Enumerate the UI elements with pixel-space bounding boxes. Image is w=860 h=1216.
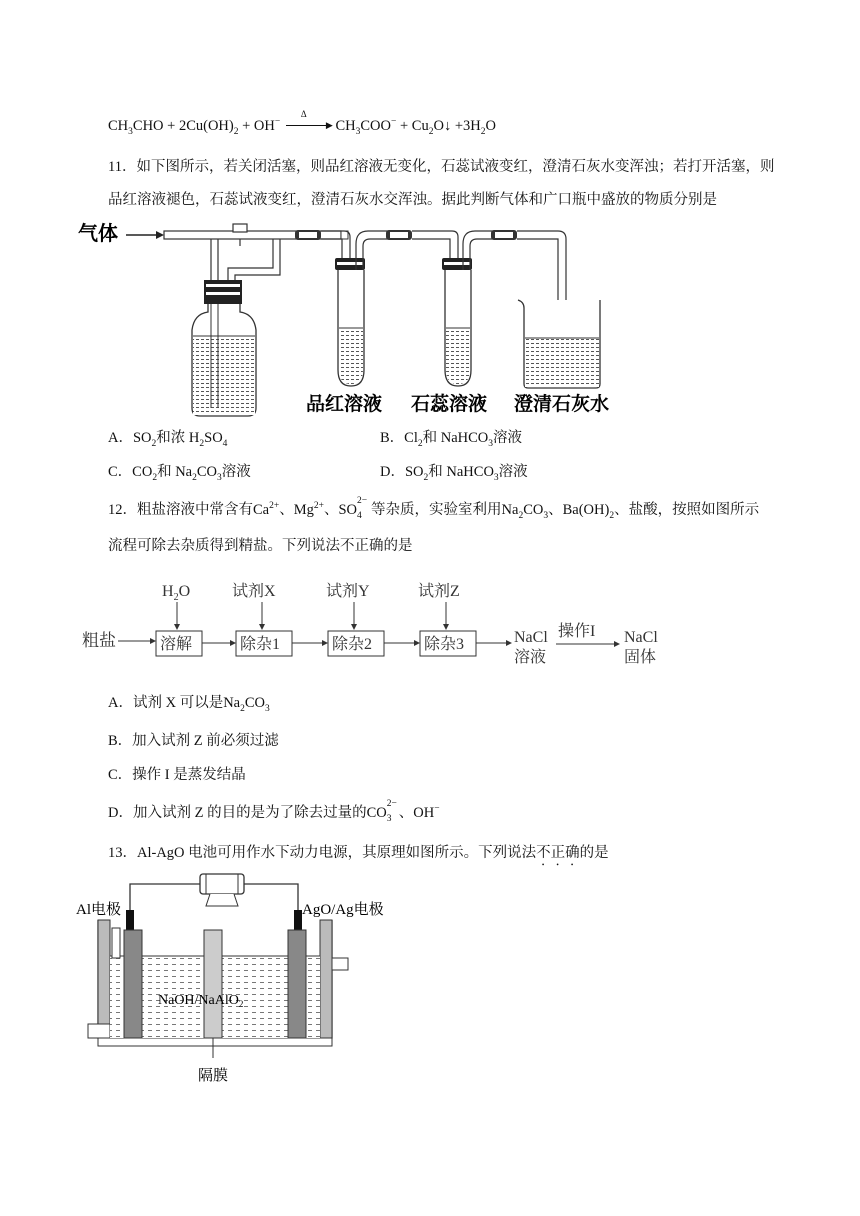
beaker-limewater [518,300,600,388]
q11-apparatus-figure [76,218,636,418]
q11-text-line2: 品红溶液褪色，石蕊试液变红，澄清石灰水交浑浊。据此判断气体和广口瓶中盛放的物质分别是 [108,192,717,208]
svg-text:溶解: 溶解 [160,636,193,653]
q11-text-line1: 11．如下图所示，若关闭活塞，则品红溶液无变化，石蕊试液变红，澄清石灰水变浑浊；若打开活塞，则 [108,159,775,175]
stopcock [233,224,247,232]
membrane-label: 隔膜 [198,1068,229,1084]
q13-text: 13．Al-AgO 电池可用作水下动力电源，其原理如图所示。下列说法不正确的是 [108,845,609,861]
label-pinhong: 品红溶液 [306,393,383,415]
test-tube-pinhong [335,258,365,386]
q13-battery-figure [76,872,396,1092]
wide-mouth-bottle [192,280,256,416]
svg-text:除杂3: 除杂3 [424,636,465,653]
q12-option-c[interactable]: C．操作 I 是蒸发结晶 [108,767,246,783]
reagent-y: 试剂Y [326,583,370,600]
q12-option-d[interactable]: D．加入试剂 Z 的目的是为了除去过量的CO 2− 3 、OH− [108,799,440,824]
nacl-solid: NaCl 固体 [624,629,658,666]
q12-text-line2: 流程可除去杂质得到精盐。下列说法不正确的是 [108,538,413,554]
ago-electrode-label: AgO/Ag电极 [302,902,384,918]
nacl-solution: NaCl 溶液 [514,629,548,666]
svg-text:除杂2: 除杂2 [332,636,373,653]
membrane [204,930,222,1038]
al-electrode [124,930,142,1038]
q12-option-b[interactable]: B．加入试剂 Z 前必须过滤 [108,733,279,749]
label-shirui: 石蕊溶液 [411,393,488,415]
reagent-x: 试剂X [232,583,276,600]
svg-text:除杂1: 除杂1 [240,636,281,653]
label-limewater: 澄清石灰水 [514,393,610,415]
reagent-h2o: $H_2O$ [162,583,191,603]
q11-option-b[interactable]: B．$Cl_2$和 NaHCO$_3$溶液 [380,430,523,449]
q11-option-a[interactable]: A．$SO_2$和浓 $H_2SO_4$ [108,430,228,449]
operation-label: 操作I [558,623,596,640]
reagent-z: 试剂Z [418,583,460,600]
electrolyte-label: NaOH/NaAlO$_2$ [158,993,244,1009]
ago-electrode [288,930,306,1038]
q12-flowchart [80,578,680,670]
q11-option-c[interactable]: C．$CO_2$和 $Na_2CO_3$溶液 [108,464,251,483]
reaction-arrow: Δ ▶ [286,116,330,136]
q12-option-a[interactable]: A．试剂 X 可以是$Na_2CO_3$ [108,695,270,714]
motor-icon [200,874,244,906]
gas-label: 气体 [78,221,118,245]
al-electrode-label: Al电极 [76,902,122,918]
q11-option-d[interactable]: D．$SO_2$和 NaHCO$_3$溶液 [380,464,528,483]
test-tube-shirui [442,258,472,386]
q12-text-line1: 12．粗盐溶液中常含有$Ca^{2+}$、$Mg^{2+}$、SO 2− 4 等杂质，实验室利用$Na_2CO_3$、$Ba(OH)_2$、盐酸，按照如图所示 [108,496,760,521]
flow-start: 粗盐 [82,631,116,650]
reaction-equation: $CH_3CHO + 2Cu(OH)_2 + OH^-$ Δ ▶ $CH_3COO^-$ + $Cu_2O↓ +3H_2O$ [108,109,496,137]
